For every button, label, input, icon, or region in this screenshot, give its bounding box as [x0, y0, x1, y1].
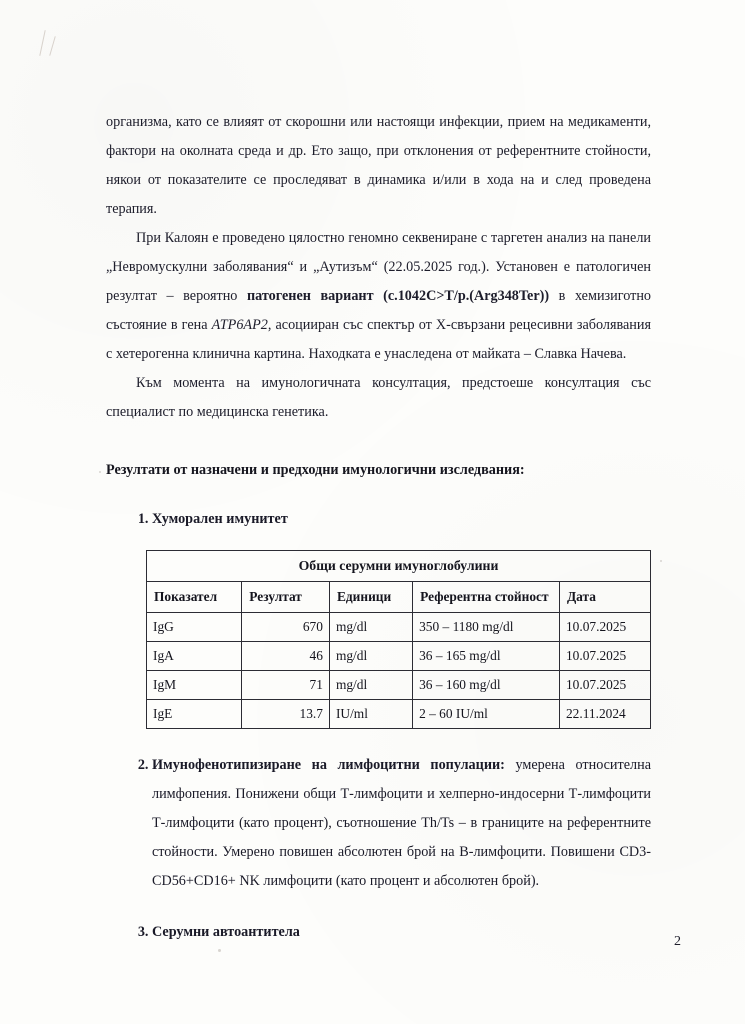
cell-date: 10.07.2025 [559, 671, 650, 700]
table-header-units: Единици [329, 582, 412, 613]
paragraph-intro: организма, като се влияят от скорошни или настоящи инфекции, прием на медикаменти, фактори на околната среда и др. Ето защо, при отклонения от референтните стойности, някои от показателите се проследяват в динамика и/или в хода на и след проведена терапия. [106, 114, 651, 217]
cell-reference: 2 – 60 IU/ml [413, 700, 560, 729]
table-title-row [147, 551, 651, 582]
scan-artifact [99, 471, 101, 473]
paragraph-genetics [106, 224, 651, 369]
paragraph-consultation: Към момента на имунологичната консултация, предстоеше консултация със специалист по медицинска генетика. [106, 375, 651, 420]
document-body [106, 108, 651, 951]
cell-result: 71 [242, 671, 330, 700]
list-item-humoral-title: Хуморален имунитет [152, 511, 288, 527]
immunoglobulins-table-wrapper [146, 550, 651, 729]
cell-date: 10.07.2025 [559, 642, 650, 671]
immunoglobulins-table [146, 550, 651, 729]
list-item-autoantibodies-title: Серумни автоантитела [152, 924, 300, 940]
cell-units: mg/dl [329, 671, 412, 700]
cell-reference: 350 – 1180 mg/dl [413, 613, 560, 642]
paragraph-genetics-part2: в хемизиготно състояние в гена [106, 288, 652, 333]
cell-indicator: IgM [147, 671, 242, 700]
cell-date: 10.07.2025 [559, 613, 650, 642]
cell-result: 670 [242, 613, 330, 642]
table-header-row [147, 582, 651, 613]
table-header-reference: Референтна стойност [413, 582, 560, 613]
table-row [147, 613, 651, 642]
table-row [147, 642, 651, 671]
list-item-humoral [152, 505, 651, 534]
scan-artifact [49, 36, 55, 56]
table-row [147, 671, 651, 700]
list-item-autoantibodies [152, 918, 651, 947]
table-title: Общи серумни имуноглобулини [147, 551, 651, 582]
list-item-immunophenotyping-title: Имунофенотипизиране на лимфоцитни популации: [152, 757, 505, 773]
cell-units: mg/dl [329, 642, 412, 671]
cell-result: 46 [242, 642, 330, 671]
scan-artifact [39, 30, 45, 56]
cell-units: IU/ml [329, 700, 412, 729]
cell-units: mg/dl [329, 613, 412, 642]
table-row [147, 700, 651, 729]
table-header-result: Резултат [242, 582, 330, 613]
table-header-indicator: Показател [147, 582, 242, 613]
page-number: 2 [674, 934, 681, 949]
cell-indicator: IgA [147, 642, 242, 671]
results-list-continued [106, 751, 651, 947]
cell-indicator: IgG [147, 613, 242, 642]
cell-indicator: IgE [147, 700, 242, 729]
cell-reference: 36 – 165 mg/dl [413, 642, 560, 671]
section-heading-results: Резултати от назначени и предходни имунологични изследвания: [106, 462, 525, 478]
list-item-immunophenotyping-body: умерена относителна лимфопения. Понижени общи Т-лимфоцити и хелперно-индосерни Т-лимфоцити Т-лимфоцити (като процент), съотношение Th/Ts – в границите на референтните стойности. Умерено повишен абсолютен брой на В-лимфоцити. Повишени CD3-CD56+CD16+ NK лимфоцити (като процент и абсолютен брой). [152, 757, 651, 889]
variant-bold-text: патогенен вариант (c.1042C>T/p.(Arg348Ter)) [246, 288, 550, 304]
cell-date: 22.11.2024 [559, 700, 650, 729]
cell-result: 13.7 [242, 700, 330, 729]
gene-name-italic: ATP6AP2 [211, 317, 268, 333]
paragraph-genetics-part1: При Калоян е проведено цялостно геномно секвениране с таргетен анализ на панели „Невромускулни заболявания“ и „Аутизъм“ (22.05.2025 год.). Установен е патологичен резултат – вероятно [106, 230, 651, 304]
table-header-date: Дата [559, 582, 650, 613]
scan-artifact [660, 560, 662, 562]
paragraph-genetics-part3: , асоцииран със спектър от X-свързани рецесивни заболявания с хетерогенна клинична картина. Находката е унаследена от майката – Славка Начева. [106, 317, 652, 362]
cell-reference: 36 – 160 mg/dl [413, 671, 560, 700]
results-list [106, 505, 651, 534]
list-item-immunophenotyping [152, 751, 651, 896]
